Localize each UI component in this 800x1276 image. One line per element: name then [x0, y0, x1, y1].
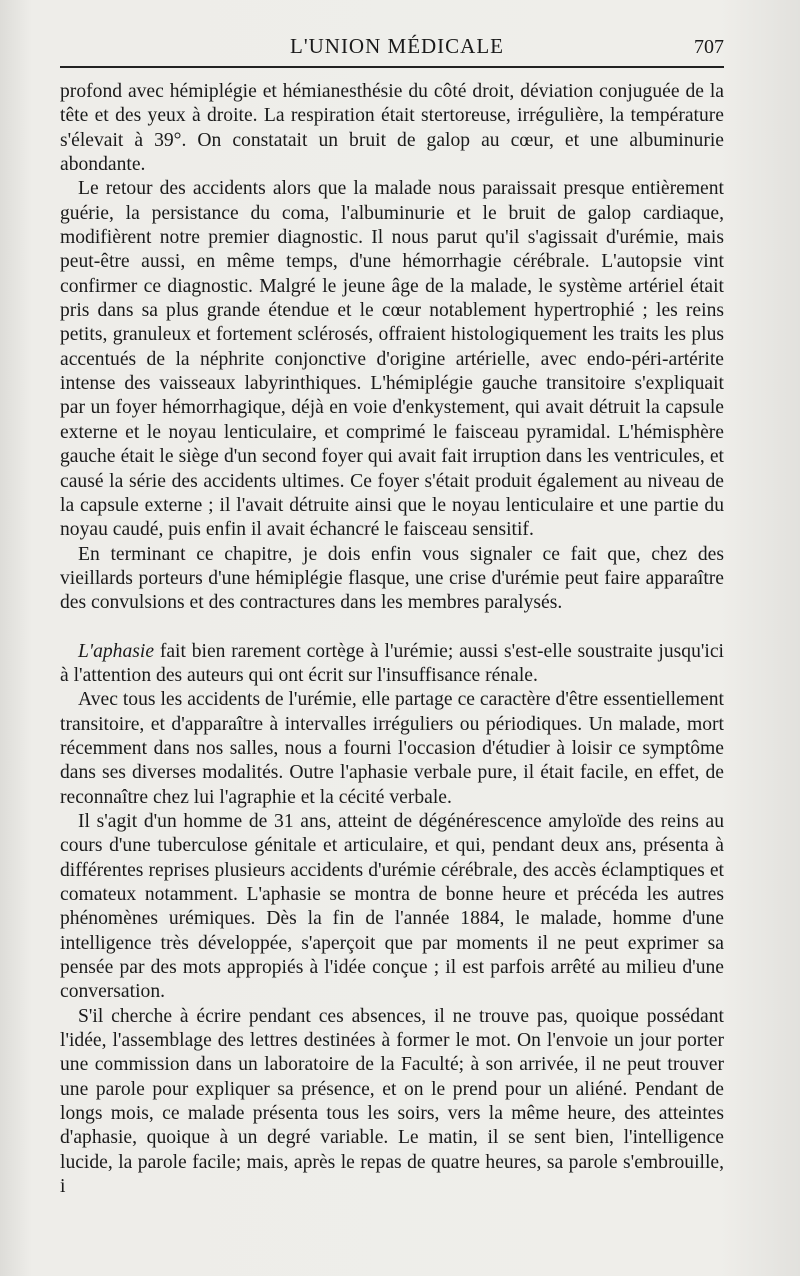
page-number: 707 [694, 36, 724, 58]
aphasie-term: L'aphasie [78, 640, 155, 662]
running-head [60, 34, 724, 64]
paragraph-1: profond avec hémiplégie et hémianesthésie du côté droit, déviation conjuguée de la tête et des yeux à droite. La respiration était stertoreuse, irrégulière, la température s'élevait à 39°. On constatait un bruit de galop au cœur, et une albuminurie abondante. [60, 81, 724, 176]
paragraph-2: Le retour des accidents alors que la malade nous paraissait presque entièrement guérie, la persistance du coma, l'albuminurie et le bruit de galop cardiaque, modifièrent notre premier diagnostic. Il nous parut qu'il s'agissait d'urémie, mais peut-être aussi, en même temps, d'une hémorrhagie cérébrale. L'autopsie vint confirmer ce diagnostic. Malgré le jeune âge de la malade, le système artériel était pris dans sa plus grande étendue et le cœur notablement hypertrophié ; les reins petits, granuleux et fortement sclérosés, offraient histologiquement les traits les plus accentués de la néphrite conjonctive d'origine artérielle, avec endo-péri-artérite intense des vaisseaux labyrinthiques. L'hémiplégie gauche transitoire s'expliquait par un foyer hémorrhagique, déjà en voie d'enkystement, qui avait détruit la capsule externe et le noyau lenticulaire, et comprimé le faisceau pyramidal. L'hémisphère gauche était le siège d'un second foyer qui avait fait irruption dans les ventricules, et causé la série des accidents ultimes. Ce foyer s'était produit également au niveau de la capsule externe ; il l'avait détruite ainsi que le noyau lenticulaire et une partie du noyau caudé, puis enfin il avait échancré le faisceau sensitif. [60, 178, 724, 541]
paragraph-4-text: fait bien rarement cortège à l'urémie; aussi s'est-elle soustraite jusqu'ici à l'attention des auteurs qui ont écrit sur l'insuffisance rénale. [60, 640, 724, 686]
paragraph-6: Il s'agit d'un homme de 31 ans, atteint de dégénérescence amyloïde des reins au cours d'une tuberculose génitale et articulaire, et qui, pendant deux ans, présenta à différentes reprises plusieurs accidents d'urémie cérébrale, des accès éclamptiques et comateux notamment. L'aphasie se montra de bonne heure et précéda les autres phénomènes urémiques. Dès la fin de l'année 1884, le malade, homme d'une intelligence très développée, s'aperçoit que par moments il ne peut exprimer sa pensée par des mots appropiés à l'idée conçue ; il est parfois arrêté au milieu d'une conversation. [60, 810, 724, 1003]
paragraph-3: En terminant ce chapitre, je dois enfin vous signaler ce fait que, chez des vieillards porteurs d'une hémiplégie flasque, une crise d'urémie peut faire apparaître des convulsions et des contractures dans les membres paralysés. [60, 543, 724, 614]
paragraph-7: S'il cherche à écrire pendant ces absences, il ne trouve pas, quoique possédant l'idée, l'assemblage des lettres destinées à former le mot. On l'envoie un jour porter une commission dans un laboratoire de la Faculté; à son arrivée, il ne peut trouver une parole pour expliquer sa présence, et on le prend pour un aliéné. Pendant de longs mois, ce malade présenta tous les soirs, vers la même heure, des atteintes d'aphasie, quoique à un degré variable. Le matin, il se sent bien, l'intelligence lucide, la parole facile; mais, après le repas de quatre heures, sa parole s'embrouille, i [60, 1005, 724, 1198]
header-rule [60, 66, 724, 68]
paragraph-4 [60, 640, 724, 689]
journal-title: L'UNION MÉDICALE [290, 34, 505, 58]
body-text [60, 80, 724, 1199]
paragraph-5: Avec tous les accidents de l'urémie, elle partage ce caractère d'être essentiellement transitoire, et d'apparaître à intervalles irréguliers ou périodiques. Un malade, mort récemment dans nos salles, nous a fourni l'occasion d'étudier à loisir ce symptôme dans ses diverses modalités. Outre l'aphasie verbale pure, il était facile, en effet, de reconnaître chez lui l'agraphie et la cécité verbale. [60, 689, 724, 808]
